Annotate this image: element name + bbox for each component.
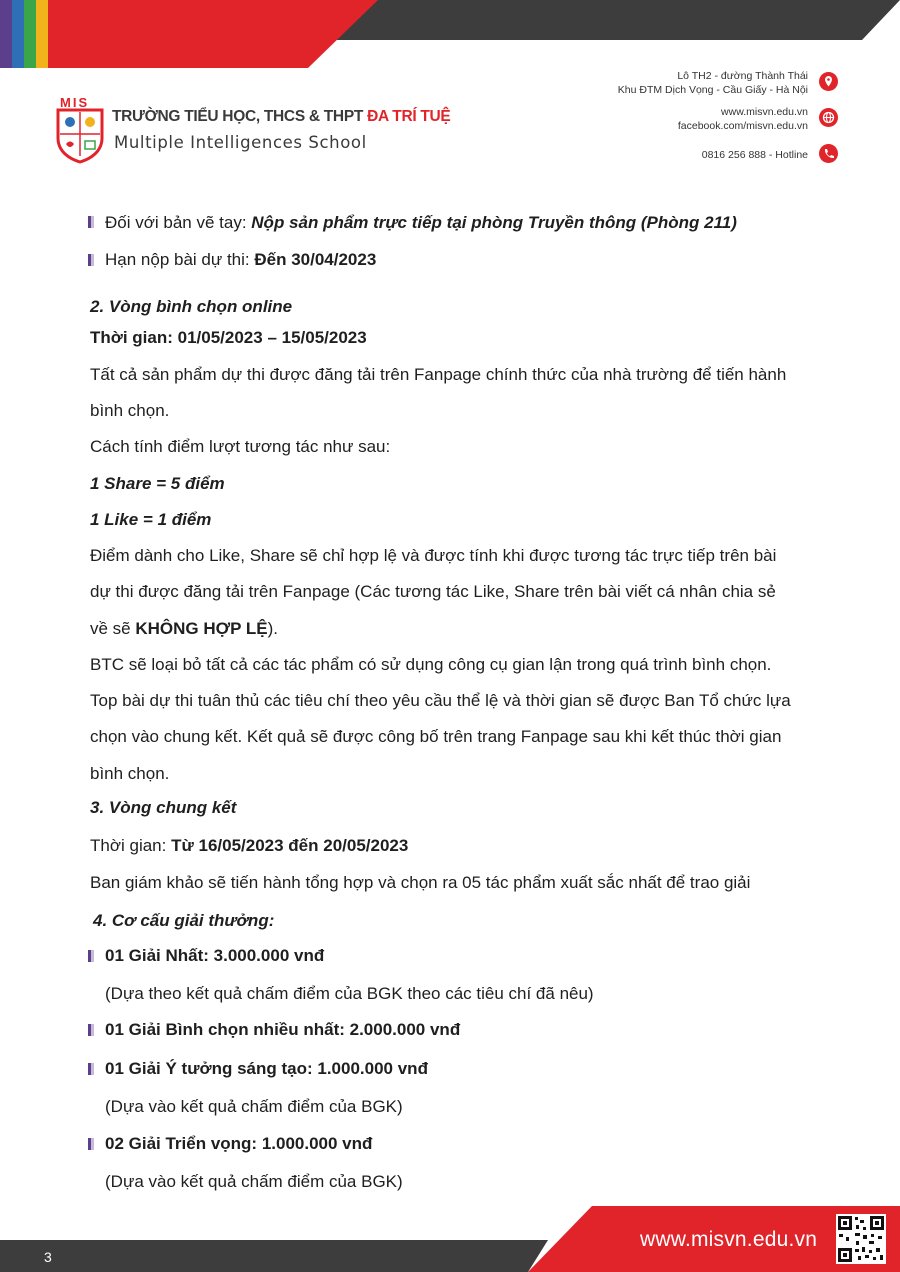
prize-creative-idea: 01 Giải Ý tưởng sáng tạo: 1.000.000 vnđ <box>105 1059 428 1078</box>
hotline[interactable]: 0816 256 888 - Hotline <box>701 149 808 161</box>
phone-icon <box>819 144 838 163</box>
paragraph-line: Cách tính điểm lượt tương tác như sau: <box>90 437 391 456</box>
qr-code-icon <box>836 1214 886 1264</box>
location-pin-icon <box>819 72 838 91</box>
prize-first-note: (Dựa theo kết quả chấm điểm của BGK theo các tiêu chí đã nêu) <box>105 984 594 1003</box>
share-score: 1 Share = 5 điểm <box>90 474 225 493</box>
bullet-icon <box>88 1063 94 1075</box>
school-subtitle: Multiple Intelligences School <box>114 133 367 152</box>
website-link[interactable]: www.misvn.edu.vn <box>721 106 808 118</box>
school-name: TRƯỜNG TIỂU HỌC, THCS & THPT ĐA TRÍ TUỆ <box>112 108 451 125</box>
prize-most-voted: 01 Giải Bình chọn nhiều nhất: 2.000.000 vnđ <box>105 1020 461 1039</box>
paragraph-line: về sẽ KHÔNG HỢP LỆ). <box>90 619 279 638</box>
address-block: Lô TH2 - đường Thành Thái Khu ĐTM Dịch Vọng - Cầu Giấy - Hà Nội <box>617 70 808 96</box>
paragraph-line: Điểm dành cho Like, Share sẽ chỉ hợp lệ và được tính khi được tương tác trực tiếp trên bài <box>90 546 777 565</box>
section-heading-online-voting: 2. Vòng bình chọn online <box>90 297 293 316</box>
bullet-icon <box>88 950 94 962</box>
bullet-icon <box>88 254 94 266</box>
prize-first: 01 Giải Nhất: 3.000.000 vnđ <box>105 946 325 965</box>
paragraph-line: Top bài dự thi tuân thủ các tiêu chí theo yêu cầu thể lệ và thời gian sẽ được Ban Tổ chức lựa <box>90 691 791 710</box>
school-shield-icon <box>56 108 104 164</box>
web-block <box>678 105 808 133</box>
bullet-icon <box>88 1138 94 1150</box>
paragraph-line: dự thi được đăng tải trên Fanpage (Các tương tác Like, Share trên bài viết cá nhân chia sẻ <box>90 582 776 601</box>
paragraph-line: Ban giám khảo sẽ tiến hành tổng hợp và chọn ra 05 tác phẩm xuất sắc nhất để trao giải <box>90 873 751 892</box>
footer-website-link[interactable]: www.misvn.edu.vn <box>640 1228 818 1251</box>
paragraph-line: Tất cả sản phẩm dự thi được đăng tải trên Fanpage chính thức của nhà trường để tiến hành <box>90 365 787 384</box>
paragraph-line: bình chọn. <box>90 764 170 783</box>
globe-icon <box>819 108 838 127</box>
section-heading-final: 3. Vòng chung kết <box>90 798 237 817</box>
prize-promising: 02 Giải Triển vọng: 1.000.000 vnđ <box>105 1134 373 1153</box>
final-round-time: Thời gian: Từ 16/05/2023 đến 20/05/2023 <box>90 836 409 855</box>
section-heading-prizes: 4. Cơ cấu giải thưởng: <box>93 911 275 930</box>
prize-creative-idea-note: (Dựa vào kết quả chấm điểm của BGK) <box>105 1097 403 1116</box>
submission-handdrawn: Đối với bản vẽ tay: Nộp sản phẩm trực tiếp tại phòng Truyền thông (Phòng 211) <box>105 213 737 232</box>
logo-mark: MIS <box>60 95 90 110</box>
online-voting-time: Thời gian: 01/05/2023 – 15/05/2023 <box>90 328 367 347</box>
bullet-icon <box>88 216 94 228</box>
bullet-icon <box>88 1024 94 1036</box>
paragraph-line: BTC sẽ loại bỏ tất cả các tác phẩm có sử dụng công cụ gian lận trong quá trình bình chọn. <box>90 655 772 674</box>
paragraph-line: bình chọn. <box>90 401 170 420</box>
paragraph-line: chọn vào chung kết. Kết quả sẽ được công bố trên trang Fanpage sau khi kết thúc thời gian <box>90 727 782 746</box>
page-number: 3 <box>44 1249 52 1265</box>
prize-promising-note: (Dựa vào kết quả chấm điểm của BGK) <box>105 1172 403 1191</box>
submission-deadline: Hạn nộp bài dự thi: Đến 30/04/2023 <box>105 250 377 269</box>
header-banner <box>0 0 900 70</box>
like-score: 1 Like = 1 điểm <box>90 510 212 529</box>
facebook-link[interactable]: facebook.com/misvn.edu.vn <box>677 120 808 132</box>
